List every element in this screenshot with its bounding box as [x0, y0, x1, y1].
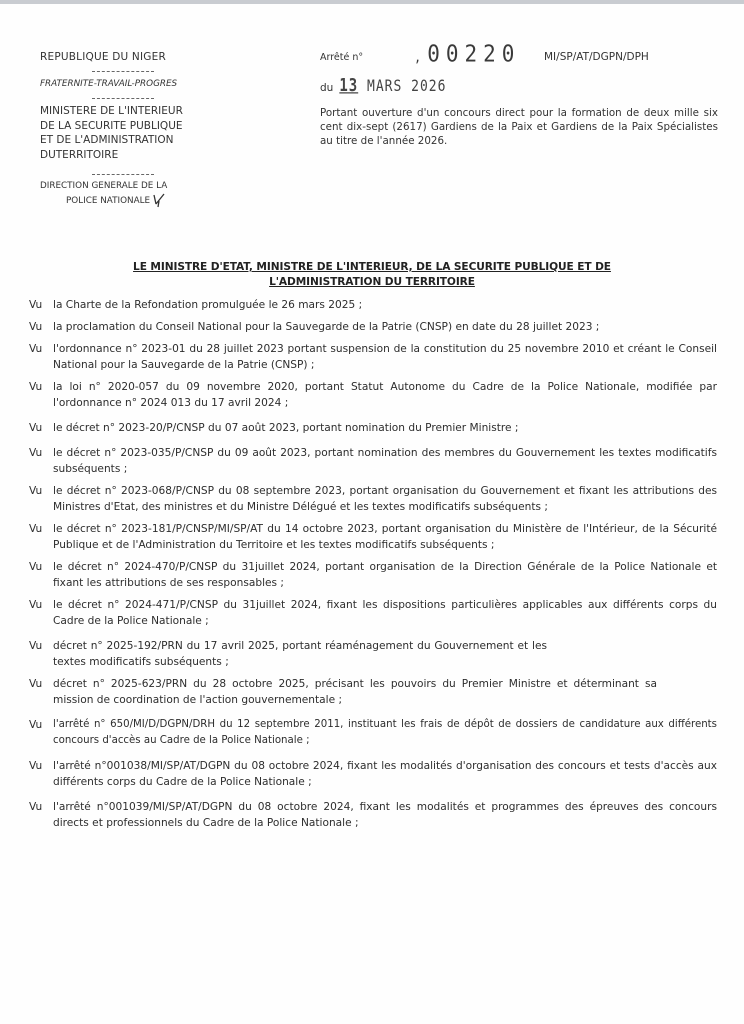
arrete-subject: Portant ouverture d'un concours direct pour la formation de deux mille six cent dix-sept (2617) Gardiens de la Paix et Gardiens de la Paix Spécialistes au titre de l'année 2026. [320, 107, 718, 148]
consideration-item: Vu l'arrêté n°001038/MI/SP/AT/DGPN du 08 octobre 2024, fixant les modalités d'organisation des concours et tests d'accès aux différents corps du Cadre de la Police Nationale ; [29, 760, 717, 788]
ministry-name: MINISTERE DE L'INTERIEUR DE LA SECURITE PUBLIQUE ET DE L'ADMINISTRATION DUTERRITOIRE [40, 105, 183, 161]
consideration-item: Vu le décret n° 2024-470/P/CNSP du 31juillet 2024, portant organisation de la Direction Générale de la Police Nationale et fixant les attributions de ses responsables ; [29, 561, 717, 589]
initials-signature-icon [152, 192, 166, 208]
consideration-item: Vu la loi n° 2020-057 du 09 novembre 2020, portant Statut Autonome du Cadre de la Police Nationale, modifiée par l'ordonnance n° 2024 013 du 17 avril 2024 ; [29, 381, 717, 409]
arrete-label: Arrêté n° [320, 52, 364, 63]
consideration-item: Vu le décret n° 2024-471/P/CNSP du 31juillet 2024, fixant les dispositions particulières applicables aux différents corps du Cadre de la Police Nationale ; [29, 599, 717, 627]
consideration-item: Vu décret n° 2025-192/PRN du 17 avril 2025, portant réaménagement du Gouvernement et les textes modificatifs subséquents ; [29, 640, 547, 668]
direction-name: DIRECTION GENERALE DE LA POLICE NATIONALE [40, 181, 168, 206]
consideration-item: Vu la proclamation du Conseil National pour la Sauvegarde de la Patrie (CNSP) en date du 28 juillet 2023 ; [29, 321, 600, 333]
arrete-date-line: du 13 MARS 2026 [320, 76, 447, 96]
consideration-item: Vu le décret n° 2023-068/P/CNSP du 08 septembre 2023, portant organisation du Gouvernement et fixant les attributions des Ministres d'Etat, des ministres et du Ministre Délégué et les textes modificatifs subséquents ; [29, 485, 717, 513]
consideration-item: Vu l'arrêté n°001039/MI/SP/AT/DGPN du 08 octobre 2024, fixant les modalités et programmes des épreuves des concours directs et professionnels du Cadre de la Police Nationale ; [29, 801, 717, 829]
consideration-item: Vu le décret n° 2023-035/P/CNSP du 09 août 2023, portant nomination des membres du Gouvernement les textes modificatifs subséquents ; [29, 447, 717, 475]
date-stamp: 13 MARS 2026 [339, 76, 447, 96]
consideration-item: Vu le décret n° 2023-181/P/CNSP/MI/SP/AT du 14 octobre 2023, portant organisation du Ministère de l'Intérieur, de la Sécurité Publique et de l'Administration du Territoire et les textes modificatifs subséquents ; [29, 523, 717, 551]
arrete-number-line [320, 40, 718, 66]
arrete-number-stamp: , 00220 [414, 40, 521, 68]
consideration-item: Vu le décret n° 2023-20/P/CNSP du 07 août 2023, portant nomination du Premier Ministre ; [29, 422, 519, 434]
consideration-item: Vu la Charte de la Refondation promulguée le 26 mars 2025 ; [29, 299, 363, 311]
separator [92, 71, 154, 72]
separator [92, 98, 154, 99]
considerations-list [29, 297, 717, 837]
separator [92, 174, 154, 175]
consideration-item: Vu l'arrêté n° 650/MI/D/DGPN/DRH du 12 septembre 2011, instituant les frais de dépôt de dossiers de candidature aux différents concours d'accès au Cadre de la Police Nationale ; [29, 719, 717, 746]
consideration-item: Vu l'ordonnance n° 2023-01 du 28 juillet 2023 portant suspension de la constitution du 25 novembre 2010 et créant le Conseil National pour la Sauvegarde de la Patrie (CNSP) ; [29, 343, 717, 371]
republic-name: REPUBLIQUE DU NIGER [40, 51, 166, 63]
header-left-block [40, 50, 240, 208]
arrete-reference: MI/SP/AT/DGPN/DPH [544, 51, 649, 63]
document-title: LE MINISTRE D'ETAT, MINISTRE DE L'INTERIEUR, DE LA SECURITE PUBLIQUE ET DE L'ADMINISTRATION DU TERRITOIRE [133, 261, 611, 288]
document-page [0, 4, 744, 1024]
header-right-block [320, 40, 718, 149]
national-motto: FRATERNITE-TRAVAIL-PROGRES [40, 79, 178, 89]
consideration-item: Vu décret n° 2025-623/PRN du 28 octobre 2025, précisant les pouvoirs du Premier Ministre et déterminant sa mission de coordination de l'action gouvernementale ; [29, 678, 657, 706]
